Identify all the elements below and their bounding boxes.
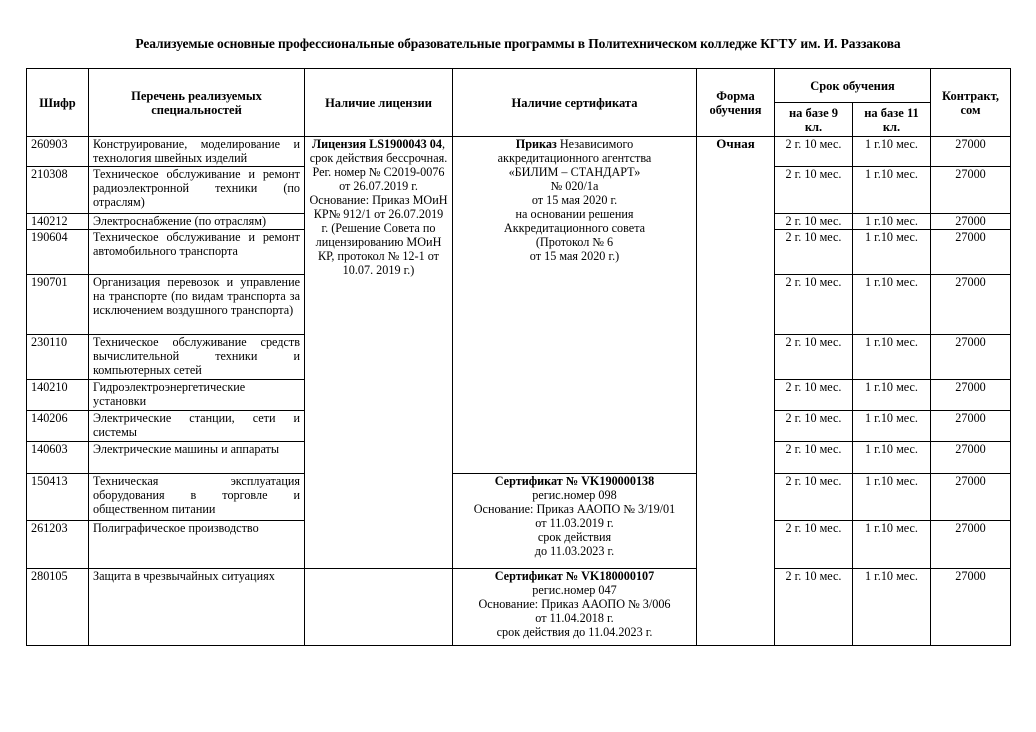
certificate-line: Основание: Приказ ААОПО № 3/006 xyxy=(478,597,671,611)
row-code: 261203 xyxy=(27,521,89,569)
duration-base9: 2 г. 10 мес. xyxy=(775,137,853,167)
duration-base11: 1 г.10 мес. xyxy=(853,569,931,646)
contract-price: 27000 xyxy=(931,335,1011,380)
duration-base9: 2 г. 10 мес. xyxy=(775,474,853,521)
contract-price: 27000 xyxy=(931,380,1011,411)
row-code: 140210 xyxy=(27,380,89,411)
duration-base11: 1 г.10 мес. xyxy=(853,380,931,411)
license-cell-empty xyxy=(305,569,453,646)
duration-base9: 2 г. 10 мес. xyxy=(775,214,853,230)
contract-price: 27000 xyxy=(931,521,1011,569)
contract-price: 27000 xyxy=(931,230,1011,275)
row-code: 210308 xyxy=(27,167,89,214)
certificate-line: регис.номер 047 xyxy=(532,583,617,597)
row-specialty: Техническое обслуживание средств вычислительной техники и компьютерных сетей xyxy=(89,335,305,380)
row-code: 230110 xyxy=(27,335,89,380)
order-line: Аккредитационного совета xyxy=(503,221,646,235)
duration-base9: 2 г. 10 мес. xyxy=(775,442,853,474)
row-code: 140212 xyxy=(27,214,89,230)
table-row xyxy=(27,474,1011,521)
header-base9: на базе 9 кл. xyxy=(775,103,853,137)
header-certificate: Наличие сертификата xyxy=(453,69,697,137)
certificate-line: срок действия xyxy=(537,530,612,544)
table-row xyxy=(27,569,1011,646)
header-specialties: Перечень реализуемых специальностей xyxy=(89,69,305,137)
certificate-cell-a xyxy=(453,474,697,569)
license-number: Лицензия LS1900043 04 xyxy=(312,137,442,151)
order-line: на основании решения xyxy=(515,207,634,221)
duration-base11: 1 г.10 мес. xyxy=(853,275,931,335)
certificate-line: от 11.04.2018 г. xyxy=(535,611,614,625)
document-title: Реализуемые основные профессиональные образовательные программы в Политехническом колледже КГТУ им. И. Раззакова xyxy=(135,36,901,51)
duration-base11: 1 г.10 мес. xyxy=(853,335,931,380)
row-specialty: Полиграфическое производство xyxy=(89,521,305,569)
contract-price: 27000 xyxy=(931,442,1011,474)
contract-price: 27000 xyxy=(931,411,1011,442)
certificate-line: до 11.03.2023 г. xyxy=(534,544,615,558)
row-specialty: Электрические станции, сети и системы xyxy=(89,411,305,442)
duration-base9: 2 г. 10 мес. xyxy=(775,167,853,214)
duration-base9: 2 г. 10 мес. xyxy=(775,569,853,646)
row-specialty: Конструирование, моделирование и технология швейных изделий xyxy=(89,137,305,167)
certificate-number: Сертификат № VK190000138 xyxy=(494,474,655,488)
duration-base11: 1 г.10 мес. xyxy=(853,137,931,167)
contract-price: 27000 xyxy=(931,275,1011,335)
header-contract: Контракт, сом xyxy=(931,69,1011,137)
duration-base11: 1 г.10 мес. xyxy=(853,411,931,442)
order-line: «БИЛИМ – СТАНДАРТ» xyxy=(508,165,641,179)
duration-base9: 2 г. 10 мес. xyxy=(775,380,853,411)
row-specialty: Техническое обслуживание и ремонт радиоэлектронной техники (по отраслям) xyxy=(89,167,305,214)
row-code: 150413 xyxy=(27,474,89,521)
row-code: 280105 xyxy=(27,569,89,646)
duration-base9: 2 г. 10 мес. xyxy=(775,275,853,335)
row-specialty: Гидроэлектроэнергетические установки xyxy=(89,380,305,411)
order-line: от 15 мая 2020 г.) xyxy=(529,249,620,263)
contract-price: 27000 xyxy=(931,167,1011,214)
table-row xyxy=(27,137,1011,167)
header-row xyxy=(27,69,1011,103)
header-code: Шифр xyxy=(27,69,89,137)
duration-base9: 2 г. 10 мес. xyxy=(775,230,853,275)
accreditation-order-cell xyxy=(453,137,697,474)
study-form: Очная xyxy=(697,137,775,646)
programs-table xyxy=(26,68,1011,646)
duration-base9: 2 г. 10 мес. xyxy=(775,335,853,380)
duration-base11: 1 г.10 мес. xyxy=(853,167,931,214)
order-line: от 15 мая 2020 г. xyxy=(531,193,618,207)
header-base11: на базе 11 кл. xyxy=(853,103,931,137)
contract-price: 27000 xyxy=(931,569,1011,646)
row-code: 140603 xyxy=(27,442,89,474)
header-form: Форма обучения xyxy=(697,69,775,137)
row-code: 140206 xyxy=(27,411,89,442)
row-code: 190604 xyxy=(27,230,89,275)
row-specialty: Организация перевозок и управление на транспорте (по видам транспорта за исключением воздушного транспорта) xyxy=(89,275,305,335)
duration-base11: 1 г.10 мес. xyxy=(853,474,931,521)
duration-base9: 2 г. 10 мес. xyxy=(775,521,853,569)
row-specialty: Защита в чрезвычайных ситуациях xyxy=(89,569,305,646)
certificate-line: от 11.03.2019 г. xyxy=(535,516,614,530)
row-code: 260903 xyxy=(27,137,89,167)
certificate-number: Сертификат № VK180000107 xyxy=(494,569,655,583)
row-specialty: Электрические машины и аппараты xyxy=(89,442,305,474)
row-specialty: Электроснабжение (по отраслям) xyxy=(89,214,305,230)
certificate-cell-b xyxy=(453,569,697,646)
order-line: № 020/1а xyxy=(550,179,599,193)
license-cell xyxy=(305,137,453,569)
duration-base11: 1 г.10 мес. xyxy=(853,442,931,474)
certificate-line: Основание: Приказ ААОПО № 3/19/01 xyxy=(473,502,676,516)
header-license: Наличие лицензии xyxy=(305,69,453,137)
row-specialty: Техническое обслуживание и ремонт автомобильного транспорта xyxy=(89,230,305,275)
order-line: Независимого xyxy=(556,137,634,151)
header-duration: Срок обучения xyxy=(775,69,931,103)
certificate-line: регис.номер 098 xyxy=(532,488,617,502)
order-line: аккредитационного агентства xyxy=(497,151,652,165)
row-code: 190701 xyxy=(27,275,89,335)
contract-price: 27000 xyxy=(931,137,1011,167)
certificate-line: срок действия до 11.04.2023 г. xyxy=(496,625,653,639)
contract-price: 27000 xyxy=(931,214,1011,230)
duration-base11: 1 г.10 мес. xyxy=(853,214,931,230)
duration-base9: 2 г. 10 мес. xyxy=(775,411,853,442)
row-specialty: Техническая эксплуатация оборудования в торговле и общественном питании xyxy=(89,474,305,521)
order-label: Приказ xyxy=(515,137,557,151)
contract-price: 27000 xyxy=(931,474,1011,521)
duration-base11: 1 г.10 мес. xyxy=(853,230,931,275)
order-line: (Протокол № 6 xyxy=(535,235,614,249)
license-details: , срок действия бессрочная. Рег. номер № С2019-0076 от 26.07.2019 г. Основание: Приказ МОиН КР№ 912/1 от 26.07.2019 г. (Решение Совета по лицензированию МОиН КР, протокол № 12-1 от 10.07. 2019 г.) xyxy=(309,137,448,277)
duration-base11: 1 г.10 мес. xyxy=(853,521,931,569)
